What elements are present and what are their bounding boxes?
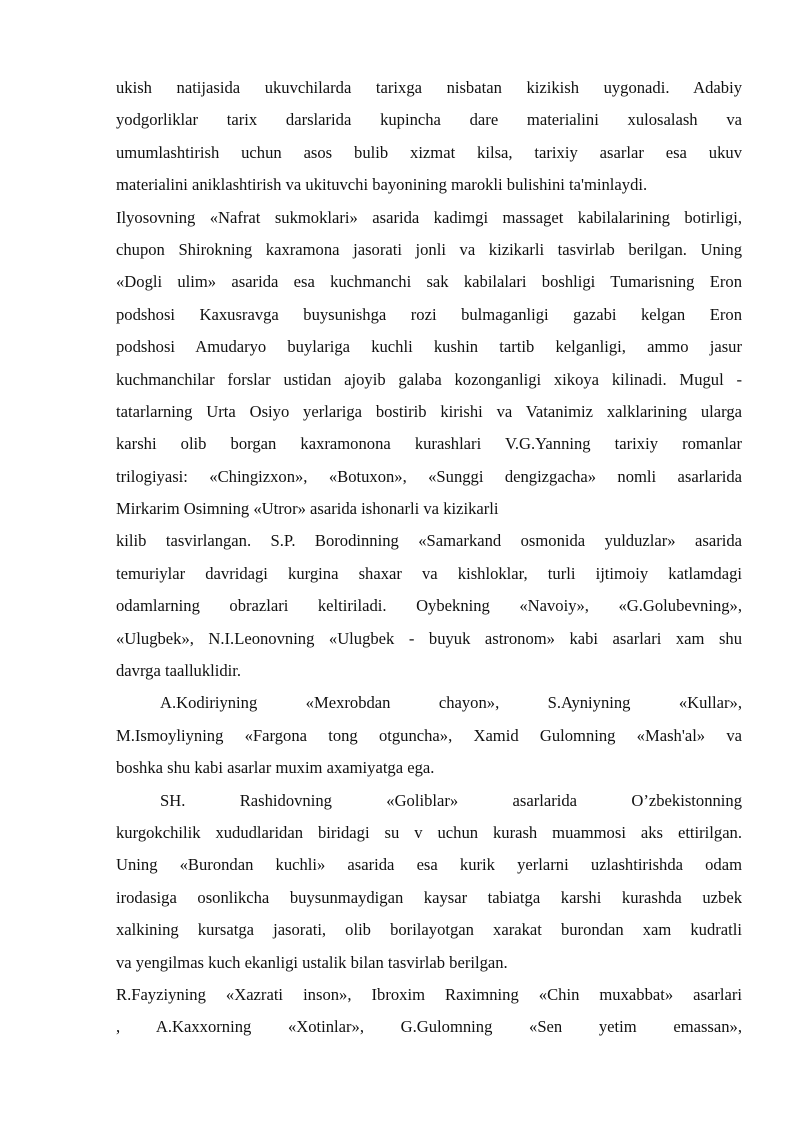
text-line: ukish natijasida ukuvchilarda tarixga nisbatan kizikish uygonadi. Adabiy <box>116 78 742 97</box>
text-line: odamlarning obrazlari keltiriladi. Oybekning «Navoiy», «G.Golubevning», <box>116 596 742 616</box>
text-line: podshosi Kaxusravga buysunishga rozi bulmaganligi gazabi kelgan Eron <box>116 304 742 324</box>
text-line: kurgokchilik xududlaridan biridagi su v uchun kurash muammosi aks ettirilgan. <box>116 822 742 842</box>
text-line: kuchmanchilar forslar ustidan ajoyib galaba kozonganligi xikoya kilinadi. Mugul - <box>116 369 742 389</box>
text-line: M.Ismoyliyning «Fargona tong otguncha», Xamid Gulomning «Mash'al» va <box>116 725 742 745</box>
text-line: «Ulugbek», N.I.Leonovning «Ulugbek - buyuk astronom» kabi asarlari xam shu <box>116 628 742 648</box>
text-line: trilogiyasi: «Chingizxon», «Botuxon», «Sunggi dengizgacha» nomli asarlarida <box>116 466 742 486</box>
text-line: R.Fayziyning «Xazrati inson», Ibroxim Raximning «Chin muxabbat» asarlari <box>116 984 742 1004</box>
document-page <box>116 72 742 1044</box>
text-line: xalkining kursatga jasorati, olib borilayotgan xarakat burondan xam kudratli <box>116 920 742 940</box>
text-line: Ilyosovning «Nafrat sukmoklari» asarida kadimgi massaget kabilalarining botirligi, <box>116 207 742 227</box>
text-line: «Dogli ulim» asarida esa kuchmanchi sak kabilalari boshligi Tumarisning Eron <box>116 272 742 292</box>
text-line: boshka shu kabi asarlar muxim axamiyatga ega. <box>116 758 435 778</box>
text-line: chupon Shirokning kaxramona jasorati jonli va kizikarli tasvirlab berilgan. Uning <box>116 239 742 259</box>
text-line: umumlashtirish uchun asos bulib xizmat kilsa, tarixiy asarlar esa ukuv <box>116 142 742 162</box>
text-line: , A.Kaxxorning «Xotinlar», G.Gulomning «Sen yetim emassan», <box>116 1017 742 1037</box>
text-line: kilib tasvirlangan. S.P. Borodinning «Samarkand osmonida yulduzlar» asarida <box>116 531 742 551</box>
text-line: materialini aniklashtirish va ukituvchi bayonining marokli bulishini ta'minlaydi. <box>116 175 648 195</box>
text-line: tatarlarning Urta Osiyo yerlariga bostirib kirishi va Vatanimiz xalklarining ularga <box>116 401 742 421</box>
text-line: SH. Rashidovning «Goliblar» asarlarida O’zbekistonning <box>160 790 742 810</box>
text-line: Mirkarim Osimning «Utror» asarida ishonarli va kizikarli <box>116 499 499 519</box>
text-line: irodasiga osonlikcha buysunmaydigan kaysar tabiatga karshi kurashda uzbek <box>116 887 742 907</box>
text-line: A.Kodiriyning «Mexrobdan chayon», S.Ayniyning «Kullar», <box>160 693 742 713</box>
text-line: yodgorliklar tarix darslarida kupincha dare materialini xulosalash va <box>116 110 742 130</box>
text-line: temuriylar davridagi kurgina shaxar va kishloklar, turli ijtimoiy katlamdagi <box>116 563 742 583</box>
text-line: podshosi Amudaryo buylariga kuchli kushin tartib kelganligi, ammo jasur <box>116 337 742 357</box>
text-line: davrga taalluklidir. <box>116 661 242 681</box>
text-line: Uning «Burondan kuchli» asarida esa kurik yerlarni uzlashtirishda odam <box>116 855 742 875</box>
text-line: va yengilmas kuch ekanligi ustalik bilan tasvirlab berilgan. <box>116 952 508 972</box>
text-line: karshi olib borgan kaxramonona kurashlari V.G.Yanning tarixiy romanlar <box>116 434 742 454</box>
